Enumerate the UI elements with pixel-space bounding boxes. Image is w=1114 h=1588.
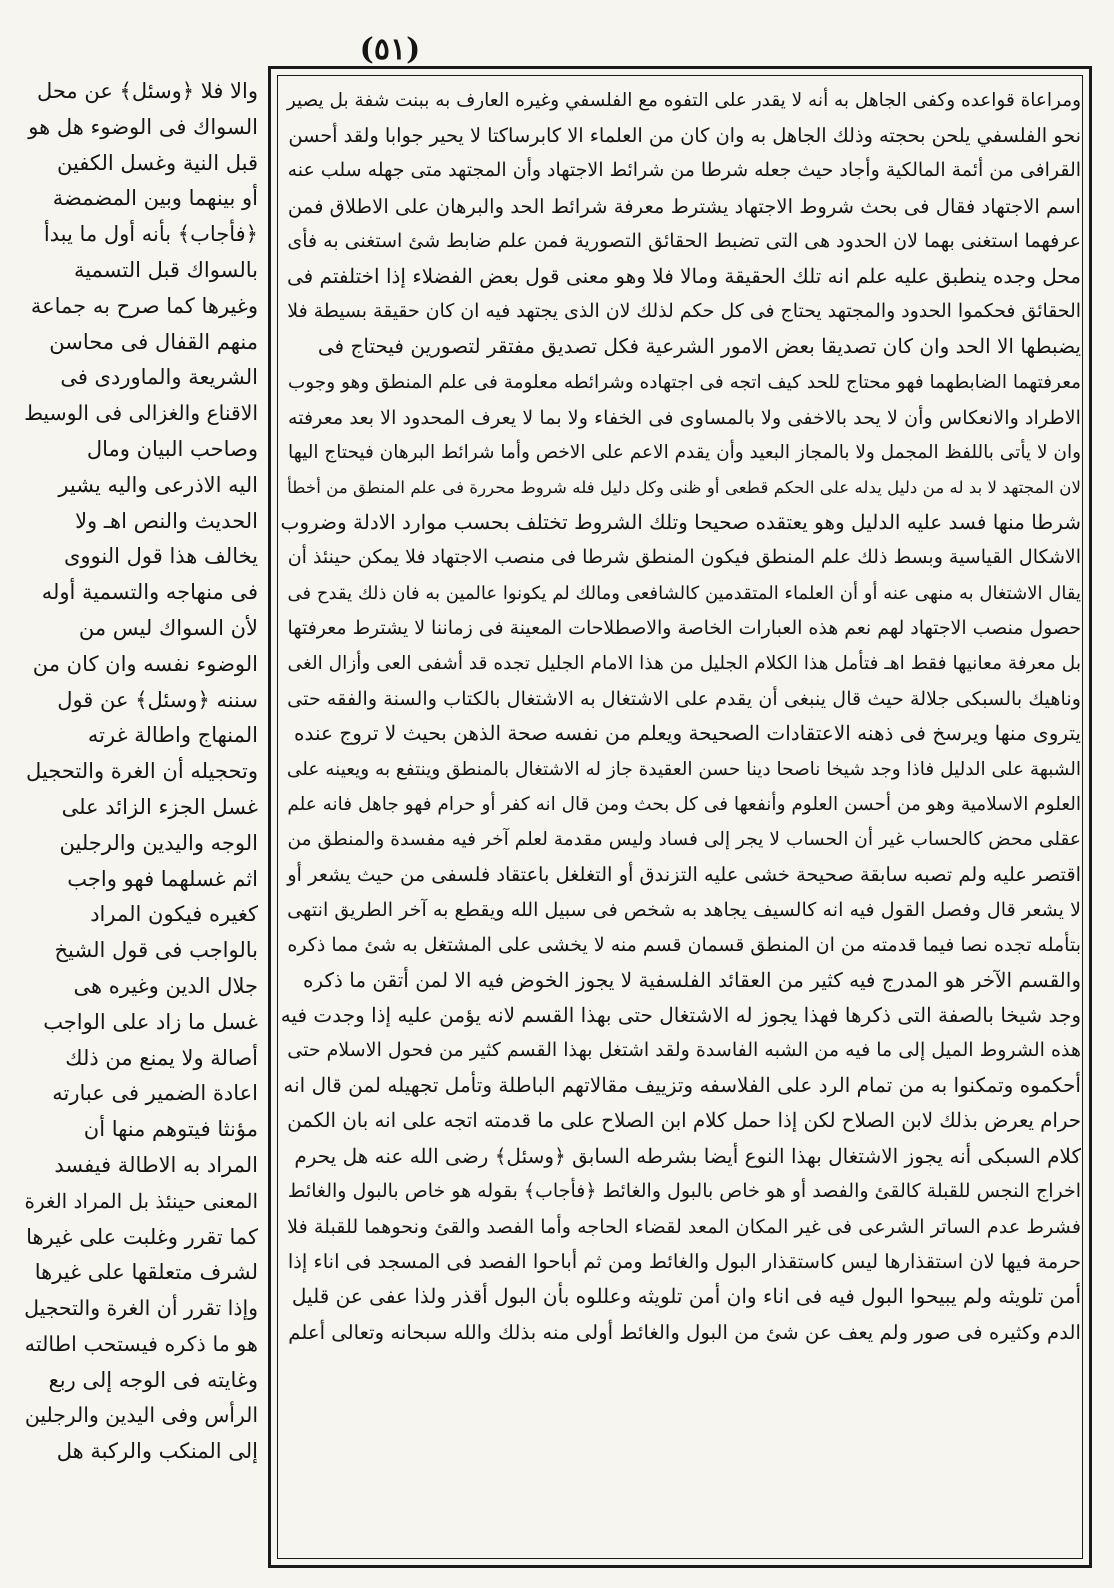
margin-line: منهم القفال فى محاسن: [49, 329, 258, 354]
main-text-line: اخراج النجس للقبلة كالقئ والفصد أو هو خاص بالبول والغائط ﴿فأجاب﴾ بقوله هو خاص بالبول والغائط: [287, 1179, 1081, 1202]
margin-line: اعادة الضمير فى عبارته: [52, 1081, 258, 1106]
margin-line: وإذا تقرر أن الغرة والتحجيل: [24, 1296, 258, 1321]
margin-line: المعنى حينئذ بل المراد الغرة: [24, 1188, 258, 1213]
margin-line: لأن السواك ليس من: [78, 615, 258, 640]
page-number: (٥١): [359, 32, 421, 67]
main-text-line: العلوم الاسلامية وهو من أحسن العلوم وأنفعها فى كل بحث ومن قال انه كفر أو حرام فهو جاهل فانه علم: [287, 793, 1081, 815]
main-text-line: وناهيك بالسبكى جلالة حيث قال ينبغى أن يقدم على الاشتغال به الاشتغال بالكتاب والسنة والفقه حتى: [287, 687, 1081, 711]
margin-commentary: [22, 74, 258, 1470]
main-text-line: وان لا يأتى باللفظ المجمل ولا بالمجاز البعيد وأن يقدم الاعم على الاخص وأما شرائط البرهان فيحتاج اليها: [288, 441, 1081, 463]
margin-line: لشرف متعلقها على غيرها: [34, 1260, 258, 1285]
main-text-line: لا يشعر قال وفصل القول فيه انه كالسيف يجاهد به شخص فى سبيل الله ويقطع به آخر الطريق انتهى: [287, 898, 1081, 922]
main-text-line: بتأمله تجده نصا فيما قدمته من ان المنطق قسمان قسم منه لا يخشى على المشتغل به شئ مما ذكره: [287, 933, 1081, 956]
margin-line: جلال الدين وغيره هى: [73, 973, 258, 998]
margin-line: قبل النية وغسل الكفين: [56, 150, 258, 175]
main-text-line: وجد شيخا بالصفة التى ذكرها فهذا يجوز له الاشتغال حتى بهذا القسم لانه يؤمن عليه إذا وجدت فيه: [280, 1002, 1081, 1027]
margin-line: اثم غسلهما فهو واجب: [67, 866, 258, 891]
margin-line: إلى المنكب والركبة هل: [56, 1439, 258, 1464]
margin-line: يخالف هذا قول النووى: [63, 544, 258, 569]
main-text-line: هذه الشروط الميل إلى ما فيه من الشبه الفاسدة ولقد اشتغل بهذا القسم كثير من فحول الاسلام حتى: [287, 1039, 1081, 1062]
main-text-line: الدم وكثيره فى صور ولم يعف عن شئ من البول والغائط أولى منه بذلك والله سبحانه وتعالى أعلم: [288, 1320, 1081, 1344]
main-text-line: يقال الاشتغال به منهى عنه أو أن العلماء المتقدمين كالشافعى ومالك لم يكونوا عالمين به فان ذلك يقدح فى: [287, 582, 1081, 604]
main-text-line: معرفتهما الضابطهما فهو محتاج للحد كيف اتجه فى اجتهاده وشرائطه معلومة فى علم المنطق وهو وجوب: [287, 371, 1081, 393]
margin-line: ﴿فأجاب﴾ بأنه أول ما يبدأ: [43, 222, 258, 247]
margin-line: كما تقرر وغلبت على غيرها: [26, 1224, 258, 1249]
margin-line: غسل الجزء الزائد على: [61, 794, 258, 819]
main-text-line: حصول منصب الاجتهاد لهم نعم هذه العبارات الخاصة والاصطلاحات المعينة فى زماننا لا يشترط معرفتها: [287, 616, 1081, 639]
main-text-body: [279, 83, 1081, 1350]
margin-line: وغايته فى الوجه إلى ربع: [48, 1367, 258, 1392]
margin-line: سننه ﴿وسئل﴾ عن قول: [57, 687, 258, 712]
main-text-line: ومراعاة قواعده وكفى الجاهل به أنه لا يقدر على التفوه مع الفلسفي وغيره العارف به ببنت شفة بل يصير: [286, 90, 1081, 111]
main-text-line: اقتصر عليه ولم تصبه سابقة صحيحة خشى عليه التزندق أو التغلغل باعتقاد فلسفى من حيث يشعر أو: [287, 863, 1081, 887]
margin-line: غسل ما زاد على الواجب: [43, 1009, 258, 1034]
margin-line: فى منهاجه والتسمية أوله: [41, 580, 258, 605]
margin-line: أو بينهما وبين المضمضة: [52, 186, 258, 211]
margin-line: اليه الاذرعى واليه يشير: [58, 472, 258, 497]
margin-line: أصالة ولا يمنع من ذلك: [65, 1045, 258, 1070]
margin-line: والا فلا ﴿وسئل﴾ عن محل: [36, 79, 258, 103]
main-text-line: الحقائق فحكموا الحدود والمجتهد يحتاج فى كل حكم لذلك لان الذى يجتهد فيه ان كان حقيقة بسيطة فلا: [287, 300, 1081, 323]
margin-line: الوضوء نفسه وان كان من: [32, 651, 258, 676]
main-text-line: والقسم الآخر هو المدرج فيه كثير من العقائد الفلسفية لا يجوز الخوض فيه الا لمن أتقن ما ذكره: [302, 967, 1081, 992]
main-text-line: لان المجتهد لا بد له من دليل يدله على الحكم قطعى أو ظنى وكل دليل فله شروط محررة فى علم المنطق من أخطأ: [287, 478, 1081, 498]
main-text-line: الاطراد والانعكاس وأن لا يحد بالاخفى ولا بالمساوى فى الخفاء ولا بما لا يعرف المحدود الا بعد معرفته: [287, 405, 1081, 429]
margin-line: مؤنثا فيتوهم منها أن: [83, 1117, 258, 1142]
margin-line: هو ما ذكره فيستحب اطالته: [24, 1331, 258, 1356]
margin-line: كغيره فيكون المراد: [90, 902, 258, 927]
main-text-line: الشبهة على الدليل فاذا وجد شيخا ناصحا دينا حسن العقيدة جاز له الاشتغال بالمنطق وينتفع به ويعينه على: [286, 758, 1081, 780]
margin-line: الحديث والنص اهـ ولا: [75, 508, 258, 533]
main-text-line: عقلى محض كالحساب غير أن الحساب لا يجر إلى فساد وليس مقدمة لعلم آخر فيه مفسدة والمنطق من: [287, 828, 1081, 850]
main-text-line: فشرط عدم الساتر الشرعى فى غير المكان المعد لقضاء الحاجه وأما الفصد والقئ ونحوهما للقبلة فلا: [287, 1215, 1081, 1238]
main-text-line: أمن تلويثه ولم يبيحوا البول فيه فى اناء وان أمن تلويثه وعللوه بأن البول أقذر ولذا عفى عن قليل: [291, 1284, 1081, 1309]
margin-line: وتحجيله أن الغرة والتحجيل: [26, 759, 258, 784]
margin-line: بالواجب فى قول الشيخ: [54, 938, 258, 963]
margin-line: الرأس وفى اليدين والرجلين: [24, 1403, 258, 1428]
margin-line: بالسواك قبل التسمية: [73, 257, 258, 282]
main-text-line: يتروى منها ويرسخ فى ذهنه الاعتقادات الصحيحة ويعلم من نفسه صحة الذهن بحيث لا تروج عنده: [294, 721, 1081, 746]
main-text-line: شرطا منها فسد عليه الدليل وهو يعتقده صحيحا وتلك الشروط تختلف بحسب موارد الادلة وضروب: [280, 510, 1081, 535]
margin-line: الاقناع والغزالى فى الوسيط: [24, 401, 258, 426]
main-text-line: محل وجده ينطبق عليه علم انه تلك الحقيقة ومالا فلا وهو معنى قول بعض الفضلاء إذا اختلفتم فى: [286, 263, 1081, 288]
main-text-line: أحكموه وتمكنوا به من تمام الرد على الفلاسفه وتزييف مقالاتهم الباطلة وتأمل تجهيله لمن قال انه: [283, 1073, 1081, 1098]
main-text-line: نحو الفلسفي يلحن بحجته وذلك الجاهل به وان كان من العلماء الا كابرساكتا لا يحير جوابا ولقد أحسن: [288, 124, 1081, 148]
margin-line: السواك فى الوضوء هل هو: [28, 114, 258, 139]
main-text-line: عرفهما استغنى بهما لان الحدود هى التى تضبط الحقائق التصورية فمن علم ضابط شئ استغنى به فأى: [287, 229, 1081, 252]
main-text-line: يضبطها الا الحد وان كان تصديقا بعض الامور الشرعية فكل تصديق مفتقر لتصورين فيحتاج فى: [317, 334, 1081, 359]
margin-line: وغيرها كما صرح به جماعة: [30, 293, 258, 318]
main-text-line: اسم الاجتهاد فقال فى بحث شروط الاجتهاد يشترط معرفة شرائط الحد والبرهان على الاطلاق فمن: [287, 194, 1081, 218]
main-text-line: حرام يعرض بذلك لابن الصلاح لكن إذا حمل كلام ابن الصلاح على ما قدمته اتجه على انه بان الكمن: [287, 1109, 1081, 1133]
margin-line: المنهاج واطالة غرته: [87, 723, 258, 748]
main-text-line: بل معرفة معانيها فقط اهـ فتأمل هذا الكلام الجليل من هذا الامام الجليل تجده قد أشفى العى وأزال الغى: [287, 653, 1081, 674]
main-text-line: حرمة فيها لان استقذارها ليس كاستقذار البول والغائط ومن ثم أباحوا الفصد فى المسجد فى اناء إذا: [287, 1250, 1081, 1274]
margin-line: المراد به الاطالة فيفسد: [54, 1152, 258, 1177]
main-text-line: القرافى من أئمة المالكية وأجاد حيث جعله شرطا من شرائط الاجتهاد وأن المجتهد متى جهله سلب عنه: [287, 159, 1081, 182]
margin-line: الشريعة والماوردى فى: [60, 365, 258, 390]
main-text-frame: [268, 66, 1092, 1568]
margin-line: الوجه واليدين والرجلين: [59, 830, 258, 855]
margin-line: وصاحب البيان ومال: [86, 436, 258, 461]
main-text-line: كلام السبكى أنه يجوز الاشتغال بهذا النوع أيضا بشرطه السابق ﴿وسئل﴾ رضى الله عنه هل يحرم: [294, 1143, 1081, 1168]
main-text-line: الاشكال القياسية وبسط ذلك علم المنطق فيكون المنطق شرطا فى منصب الاجتهاد فلا يمكن حينئذ أن: [287, 546, 1081, 569]
